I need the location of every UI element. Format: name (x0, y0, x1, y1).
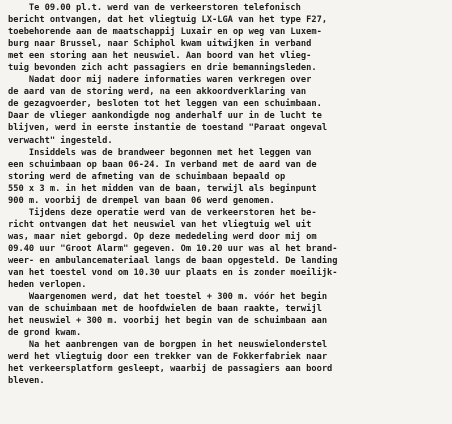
report-line: burg naar Brussel, naar Schiphol kwam uitwijken in verband (8, 39, 312, 50)
report-line: Na het aanbrengen van de borgpen in het neuswielonderstel (8, 340, 328, 351)
report-line: 900 m. voorbij de drempel van baan 06 werd genomen. (8, 195, 275, 206)
report-line: Tijdens deze operatie werd van de verkeerstoren het be- (8, 207, 317, 218)
report-line: van het toestel vond om 10.30 uur plaats en is zonder moeilijk- (8, 268, 338, 279)
report-line: van de schuimbaan met de hoofdwielen de baan raakte, terwijl (8, 304, 322, 315)
report-line: verwacht" ingesteld. (8, 135, 113, 146)
report-line: bleven. (8, 376, 45, 387)
report-line: richt ontvangen dat het neuswiel van het vliegtuig wel uit (8, 219, 312, 230)
report-line: was, maar niet geborgd. Op deze mededeling werd door mij om (8, 231, 317, 242)
report-line: Te 09.00 pl.t. werd van de verkeerstoren telefonisch (8, 3, 301, 13)
report-line: met een storing aan het neuswiel. Aan boord van het vlieg- (8, 51, 312, 62)
report-body (8, 2, 448, 388)
report-line: werd het vliegtuig door een trekker van de Fokkerfabriek naar (8, 352, 328, 363)
report-line: tuig bevonden zich acht passagiers en drie bemanningsleden. (8, 63, 317, 74)
report-line: 550 x 3 m. in het midden van de baan, terwijl als beginpunt (8, 183, 317, 194)
report-line: de grond kwam. (8, 328, 82, 339)
report-line: Daar de vlieger aankondigde nog anderhalf uur in de lucht te (8, 111, 322, 122)
report-line: Waargenomen werd, dat het toestel + 300 m. vóór het begin (8, 292, 328, 303)
report-line: heden verlopen. (8, 280, 87, 291)
report-line: toebehorende aan de maatschappij Luxair en op weg van Luxem- (8, 27, 322, 38)
report-line: weer- en ambulancemateriaal langs de baan opgesteld. De landing (8, 255, 338, 266)
report-line: blijven, werd in eerste instantie de toestand "Paraat ongeval (8, 123, 328, 134)
report-line: bericht ontvangen, dat het vliegtuig LX-LGA van het type F27, (8, 15, 328, 26)
report-line: storing werd de afmeting van de schuimbaan bepaald op (8, 171, 286, 182)
report-line: Insiddels was de brandweer begonnen met het leggen van (8, 147, 312, 158)
report-line: een schuimbaan op baan 06-24. In verband met de aard van de (8, 159, 317, 170)
report-line: de aard van de storing werd, na een akkoordverklaring van (8, 87, 307, 98)
report-line: het verkeersplatform gesleept, waarbij de passagiers aan boord (8, 364, 333, 375)
report-line: de gezagvoerder, besloten tot het leggen van een schuimbaan. (8, 99, 322, 110)
report-line: Nadat door mij nadere informaties waren verkregen over (8, 75, 312, 86)
report-line: 09.40 uur "Groot Alarm" gegeven. Om 10.20 uur was al het brand- (8, 243, 338, 254)
report-line: het neuswiel + 300 m. voorbij het begin van de schuimbaan aan (8, 316, 328, 327)
